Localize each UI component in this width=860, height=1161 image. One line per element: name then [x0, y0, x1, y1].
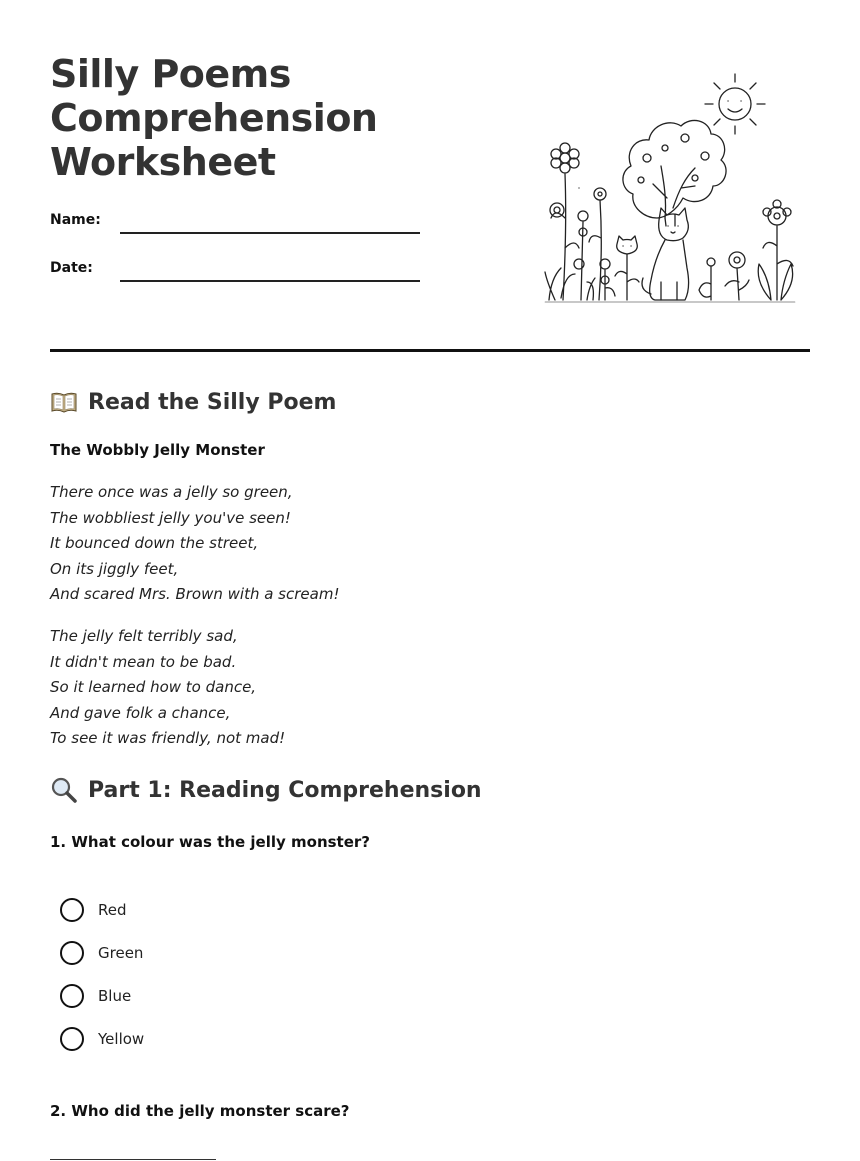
read-poem-heading: [50, 389, 336, 415]
title-line: Silly Poems: [50, 52, 291, 96]
poem-line: And gave folk a chance,: [50, 703, 231, 722]
answer-option-yellow[interactable]: [60, 1026, 144, 1052]
question-1: 1. What colour was the jelly monster?: [50, 833, 370, 851]
name-field[interactable]: [50, 204, 420, 234]
poem-stanza: [50, 480, 339, 608]
poem-line: And scared Mrs. Brown with a scream!: [50, 585, 340, 603]
magnifying-glass-icon: [50, 777, 78, 803]
answer-option-blue[interactable]: [60, 983, 131, 1009]
poem-line: There once was a jelly so green,: [50, 483, 293, 501]
tree-icon: [623, 120, 726, 226]
answer-option-green[interactable]: [60, 940, 143, 966]
title-line: Comprehension: [50, 96, 378, 140]
radio-button[interactable]: [60, 984, 84, 1008]
option-label: Green: [98, 944, 144, 962]
section-title: Read the Silly Poem: [88, 389, 337, 415]
poem-line: To see it was friendly, not mad!: [50, 729, 286, 747]
name-write-line[interactable]: [120, 232, 420, 234]
answer-option-red[interactable]: [60, 897, 127, 923]
answer-write-line[interactable]: [50, 1159, 216, 1160]
worksheet-title: [50, 52, 470, 184]
poem-line: It bounced down the street,: [50, 534, 259, 552]
date-label: Date:: [50, 260, 93, 276]
poem-line: So it learned how to dance,: [50, 678, 257, 696]
header-divider: [50, 349, 810, 352]
poem-line: On its jiggly feet,: [50, 559, 179, 578]
radio-button[interactable]: [60, 941, 84, 965]
poem-line: The wobbliest jelly you've seen!: [50, 508, 291, 527]
poem-title: The Wobbly Jelly Monster: [50, 441, 265, 459]
open-book-icon: [50, 389, 78, 415]
sun-icon: [705, 74, 765, 134]
radio-button[interactable]: [60, 898, 84, 922]
title-line: Worksheet: [50, 140, 276, 184]
flower-icon: [545, 143, 795, 302]
date-field[interactable]: [50, 252, 420, 282]
option-label: Yellow: [98, 1030, 145, 1048]
poem-line: The jelly felt terribly sad,: [50, 627, 238, 645]
poem-stanza: [50, 624, 285, 752]
garden-cats-sun-illustration: [535, 68, 805, 313]
poem-line: It didn't mean to be bad.: [50, 652, 237, 671]
question-2: 2. Who did the jelly monster scare?: [50, 1102, 350, 1120]
date-write-line[interactable]: [120, 280, 420, 282]
radio-button[interactable]: [60, 1027, 84, 1051]
section-title: Part 1: Reading Comprehension: [88, 777, 482, 803]
part1-heading: [50, 777, 482, 803]
name-label: Name:: [50, 212, 101, 228]
cat-icon: [615, 236, 639, 300]
option-label: Red: [98, 901, 127, 919]
option-label: Blue: [98, 987, 132, 1005]
